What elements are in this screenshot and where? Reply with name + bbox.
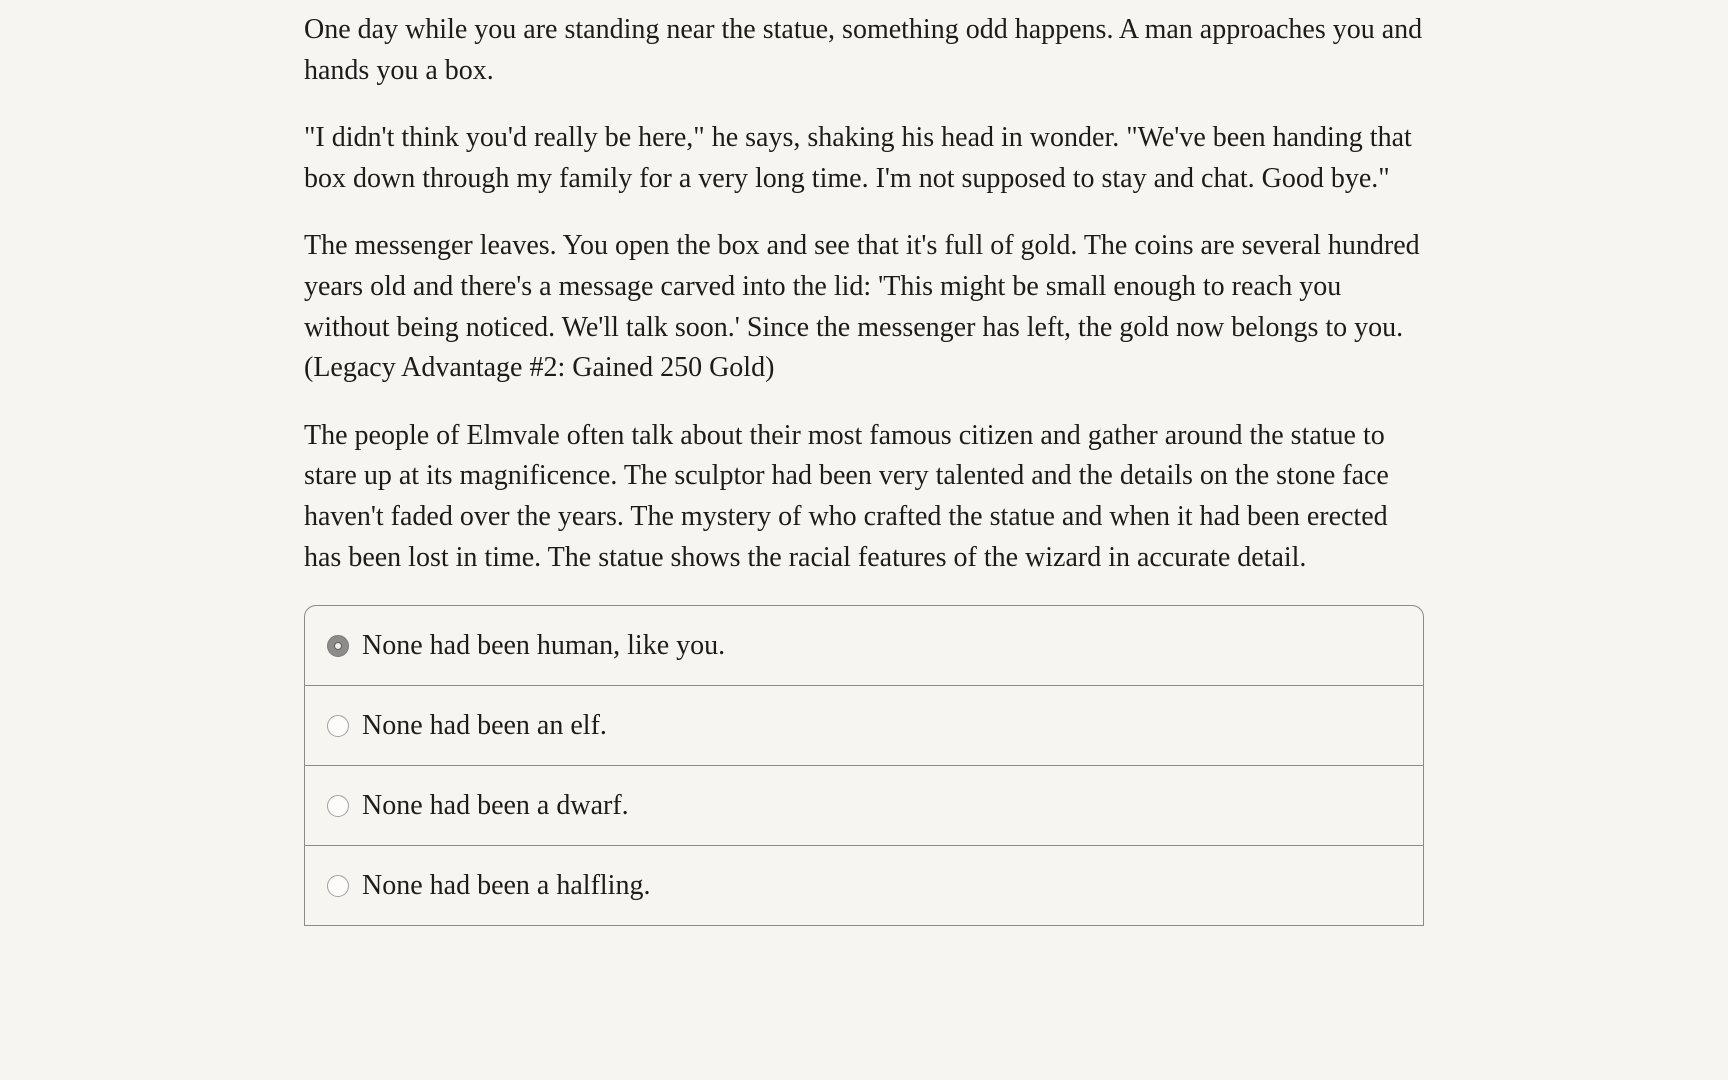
choice-label: None had been a halfling. xyxy=(362,869,651,901)
radio-dot-icon xyxy=(334,642,342,650)
radio-unselected-icon[interactable] xyxy=(327,715,349,737)
choice-halfling[interactable] xyxy=(305,846,1423,926)
radio-unselected-icon[interactable] xyxy=(327,795,349,817)
radio-unselected-icon[interactable] xyxy=(327,875,349,897)
story-paragraph-messenger-speech: "I didn't think you'd really be here," he says, shaking his head in wonder. "We've been handing that box down through my family for a very long time. I'm not supposed to stay and chat. Good bye." xyxy=(304,122,1412,194)
story-paragraph-gold-box xyxy=(304,226,1424,388)
gold-box-text: The messenger leaves. You open the box and see that it's full of gold. The coins are several hundred years old and there's a message carved into the lid: 'This might be small enough to reach you without being noticed. We'll talk soon.' Since the messenger has left, the gold now belongs to you. xyxy=(304,230,1420,343)
choice-label: None had been human, like you. xyxy=(362,629,726,661)
choice-label: None had been an elf. xyxy=(362,709,607,741)
story-paragraph-statue: The people of Elmvale often talk about their most famous citizen and gather around the statue to stare up at its magnificence. The sculptor had been very talented and the details on the stone face haven't faded over the years. The mystery of who crafted the statue and when it had been erected has been lost in time. The statue shows the racial features of the wizard in accurate detail. xyxy=(304,419,1389,573)
story-container xyxy=(304,10,1424,926)
choice-list xyxy=(304,605,1424,926)
story-paragraph-messenger-arrives: One day while you are standing near the statue, something odd happens. A man approaches you and hands you a box. xyxy=(304,14,1423,86)
legacy-advantage-note: (Legacy Advantage #2: Gained 250 Gold) xyxy=(304,352,775,384)
choice-dwarf[interactable] xyxy=(305,766,1423,846)
choice-label: None had been a dwarf. xyxy=(362,789,629,821)
radio-selected-icon[interactable] xyxy=(327,635,349,657)
choice-human[interactable] xyxy=(305,606,1423,686)
choice-elf[interactable] xyxy=(305,686,1423,766)
